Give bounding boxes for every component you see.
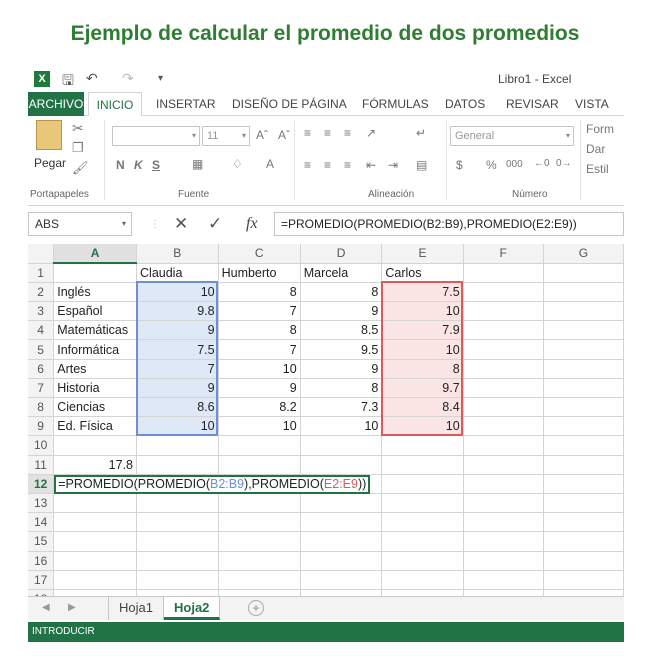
formula-bar-options-icon[interactable]: ⋮ bbox=[150, 219, 160, 230]
conditional-format-button[interactable]: Form bbox=[586, 122, 614, 136]
row-header[interactable]: 5 bbox=[28, 340, 54, 359]
tab-revisar[interactable]: REVISAR bbox=[506, 97, 559, 111]
table-row bbox=[28, 282, 624, 301]
italic-button[interactable]: K bbox=[134, 158, 143, 172]
cell-e7[interactable]: 9.7 bbox=[382, 378, 463, 397]
cell-d11[interactable] bbox=[300, 455, 382, 474]
cell-f17[interactable] bbox=[463, 570, 543, 589]
wrap-text-icon[interactable]: ↵ bbox=[416, 126, 427, 140]
align-bottom-icon[interactable]: ≡ bbox=[344, 126, 352, 140]
cell-b10[interactable] bbox=[137, 436, 219, 455]
formula-text: )) bbox=[357, 476, 367, 491]
row-header[interactable]: 2 bbox=[28, 282, 54, 301]
cell-styles-button[interactable]: Estil bbox=[586, 162, 609, 176]
cell-a11[interactable]: 17.8 bbox=[54, 455, 137, 474]
cell-f13[interactable] bbox=[463, 493, 543, 512]
cell-b9[interactable]: 10 bbox=[137, 417, 219, 436]
cell-b7[interactable]: 9 bbox=[137, 378, 219, 397]
row-header[interactable]: 4 bbox=[28, 321, 54, 340]
row-header[interactable]: 14 bbox=[28, 513, 54, 532]
cell-c16[interactable] bbox=[218, 551, 300, 570]
ribbon-separator bbox=[446, 120, 447, 200]
underline-button[interactable]: S bbox=[152, 158, 161, 172]
align-top-icon[interactable]: ≡ bbox=[304, 126, 312, 140]
cell-f1[interactable] bbox=[463, 263, 543, 282]
cell-g15[interactable] bbox=[543, 532, 623, 551]
row-header[interactable]: 12 bbox=[28, 474, 54, 493]
cell-f16[interactable] bbox=[463, 551, 543, 570]
table-row bbox=[28, 340, 624, 359]
group-label-numero: Número bbox=[512, 189, 548, 200]
cell-d10[interactable] bbox=[300, 436, 382, 455]
cell-a14[interactable] bbox=[54, 513, 137, 532]
cell-a16[interactable] bbox=[54, 551, 137, 570]
number-format-combo[interactable]: General ▾ bbox=[450, 126, 574, 146]
font-name-combo[interactable]: ▾ bbox=[112, 126, 200, 146]
cell-f3[interactable] bbox=[463, 302, 543, 321]
cell-c1[interactable]: Humberto bbox=[218, 263, 300, 282]
format-painter-icon[interactable]: 🖌 bbox=[72, 160, 89, 175]
cell-a10[interactable] bbox=[54, 436, 137, 455]
table-row bbox=[28, 474, 624, 493]
column-header-g[interactable]: G bbox=[543, 244, 623, 263]
cell-c5[interactable]: 7 bbox=[218, 340, 300, 359]
shrink-font-icon[interactable]: Aˇ bbox=[278, 128, 290, 142]
cell-c10[interactable] bbox=[218, 436, 300, 455]
borders-icon[interactable]: ▦ bbox=[192, 157, 204, 171]
cell-d8[interactable]: 7.3 bbox=[300, 398, 382, 417]
cell-f12[interactable] bbox=[463, 474, 543, 493]
prev-sheet-icon[interactable]: ◀ bbox=[42, 602, 50, 613]
row-header[interactable]: 3 bbox=[28, 302, 54, 321]
merge-center-icon[interactable]: ▤ bbox=[416, 158, 428, 172]
cell-e2[interactable]: 7.5 bbox=[382, 282, 463, 301]
cell-d16[interactable] bbox=[300, 551, 382, 570]
cell-c6[interactable]: 10 bbox=[218, 359, 300, 378]
cell-e12[interactable] bbox=[382, 474, 463, 493]
cell-g3[interactable] bbox=[543, 302, 623, 321]
enter-icon[interactable]: ✓ bbox=[208, 214, 223, 233]
align-center-icon[interactable]: ≡ bbox=[324, 158, 332, 172]
cell-g1[interactable] bbox=[543, 263, 623, 282]
cell-d17[interactable] bbox=[300, 570, 382, 589]
cell-c13[interactable] bbox=[218, 493, 300, 512]
cell-c17[interactable] bbox=[218, 570, 300, 589]
cell-g13[interactable] bbox=[543, 493, 623, 512]
cell-a9[interactable]: Ed. Física bbox=[54, 417, 137, 436]
cell-d6[interactable]: 9 bbox=[300, 359, 382, 378]
cell-d13[interactable] bbox=[300, 493, 382, 512]
formula-text: ),PROMEDIO( bbox=[244, 476, 324, 491]
cell-e8[interactable]: 8.4 bbox=[382, 398, 463, 417]
tab-archivo[interactable]: ARCHIVO bbox=[28, 92, 84, 116]
cell-e15[interactable] bbox=[382, 532, 463, 551]
cell-g10[interactable] bbox=[543, 436, 623, 455]
table-row bbox=[28, 570, 624, 589]
sheet-tab-hoja2[interactable]: Hoja2 bbox=[164, 597, 220, 620]
cell-b13[interactable] bbox=[137, 493, 219, 512]
comma-style-icon[interactable]: 000 bbox=[506, 159, 523, 170]
cell-d5[interactable]: 9.5 bbox=[300, 340, 382, 359]
table-row bbox=[28, 359, 624, 378]
cell-c7[interactable]: 9 bbox=[218, 378, 300, 397]
cell-a15[interactable] bbox=[54, 532, 137, 551]
worksheet-grid[interactable] bbox=[28, 244, 624, 594]
cell-c2[interactable]: 8 bbox=[218, 282, 300, 301]
formula-range-reference: E2:E9 bbox=[323, 476, 358, 491]
row-header[interactable]: 1 bbox=[28, 263, 54, 282]
cell-g5[interactable] bbox=[543, 340, 623, 359]
cell-e1[interactable]: Carlos bbox=[382, 263, 463, 282]
orientation-icon[interactable]: ↗ bbox=[366, 126, 377, 140]
cell-f9[interactable] bbox=[463, 417, 543, 436]
ribbon-home bbox=[28, 116, 624, 206]
bold-button[interactable]: N bbox=[116, 158, 125, 172]
cell-f15[interactable] bbox=[463, 532, 543, 551]
window-title: Libro1 - Excel bbox=[498, 72, 572, 86]
ribbon-separator bbox=[580, 120, 581, 200]
cell-d15[interactable] bbox=[300, 532, 382, 551]
cell-b11[interactable] bbox=[137, 455, 219, 474]
increase-indent-icon[interactable]: ⇥ bbox=[388, 158, 399, 172]
cell-d2[interactable]: 8 bbox=[300, 282, 382, 301]
cell-e10[interactable] bbox=[382, 436, 463, 455]
cell-a12[interactable] bbox=[54, 474, 367, 493]
copy-icon[interactable]: ❐ bbox=[72, 140, 84, 155]
paste-button-label[interactable]: Pegar bbox=[34, 156, 67, 170]
cell-e17[interactable] bbox=[382, 570, 463, 589]
cell-e4[interactable]: 7.9 bbox=[382, 321, 463, 340]
row-header[interactable]: 13 bbox=[28, 493, 54, 512]
cell-f8[interactable] bbox=[463, 398, 543, 417]
row-header[interactable]: 16 bbox=[28, 551, 54, 570]
column-header-e[interactable]: E bbox=[382, 244, 463, 263]
status-bar: INTRODUCIR bbox=[28, 622, 624, 642]
table-row bbox=[28, 321, 624, 340]
cell-f4[interactable] bbox=[463, 321, 543, 340]
percent-icon[interactable]: % bbox=[486, 158, 497, 172]
paste-icon[interactable] bbox=[36, 120, 62, 150]
cell-b3[interactable]: 9.8 bbox=[137, 302, 219, 321]
cell-f7[interactable] bbox=[463, 378, 543, 397]
cell-b4[interactable]: 9 bbox=[137, 321, 219, 340]
cell-c9[interactable]: 10 bbox=[218, 417, 300, 436]
cell-d3[interactable]: 9 bbox=[300, 302, 382, 321]
cell-g7[interactable] bbox=[543, 378, 623, 397]
cell-f2[interactable] bbox=[463, 282, 543, 301]
cell-c8[interactable]: 8.2 bbox=[218, 398, 300, 417]
cell-g17[interactable] bbox=[543, 570, 623, 589]
increase-decimal-icon[interactable]: ←0 bbox=[534, 158, 550, 169]
cell-b1[interactable]: Claudia bbox=[137, 263, 219, 282]
cell-b2[interactable]: 10 bbox=[137, 282, 219, 301]
page-banner-title: Ejemplo de calcular el promedio de dos promedios bbox=[70, 22, 580, 45]
cell-c14[interactable] bbox=[218, 513, 300, 532]
table-row bbox=[28, 263, 624, 282]
row-header[interactable]: 15 bbox=[28, 532, 54, 551]
cell-a1[interactable] bbox=[54, 263, 137, 282]
row-header[interactable]: 8 bbox=[28, 398, 54, 417]
decrease-indent-icon[interactable]: ⇤ bbox=[366, 158, 377, 172]
cell-e6[interactable]: 8 bbox=[382, 359, 463, 378]
table-row bbox=[28, 455, 624, 474]
cell-e11[interactable] bbox=[382, 455, 463, 474]
row-header[interactable]: 10 bbox=[28, 436, 54, 455]
table-row bbox=[28, 417, 624, 436]
cut-icon[interactable]: ✂ bbox=[72, 120, 84, 136]
currency-icon[interactable]: $ bbox=[456, 158, 463, 172]
align-middle-icon[interactable]: ≡ bbox=[324, 126, 332, 140]
cell-g8[interactable] bbox=[543, 398, 623, 417]
column-header-c[interactable]: C bbox=[218, 244, 300, 263]
table-row bbox=[28, 493, 624, 512]
cell-c3[interactable]: 7 bbox=[218, 302, 300, 321]
column-header-f[interactable]: F bbox=[463, 244, 543, 263]
sheet-tabs-bar bbox=[28, 596, 624, 620]
cell-d9[interactable]: 10 bbox=[300, 417, 382, 436]
cell-d1[interactable]: Marcela bbox=[300, 263, 382, 282]
row-header[interactable]: 9 bbox=[28, 417, 54, 436]
formula-text: =PROMEDIO(PROMEDIO( bbox=[58, 476, 210, 491]
cell-e13[interactable] bbox=[382, 493, 463, 512]
grow-font-icon[interactable]: Aˆ bbox=[256, 128, 268, 142]
column-header-a[interactable]: A bbox=[54, 244, 137, 263]
cell-b8[interactable]: 8.6 bbox=[137, 398, 219, 417]
cell-edit-input[interactable] bbox=[54, 475, 370, 494]
cell-f6[interactable] bbox=[463, 359, 543, 378]
cell-g2[interactable] bbox=[543, 282, 623, 301]
ribbon-separator bbox=[294, 120, 295, 200]
formula-range-reference: B2:B9 bbox=[209, 476, 245, 491]
table-row bbox=[28, 302, 624, 321]
cell-b5[interactable]: 7.5 bbox=[137, 340, 219, 359]
title-bar bbox=[28, 66, 624, 92]
add-sheet-icon[interactable]: + bbox=[248, 600, 264, 616]
font-size-combo[interactable]: 11 ▾ bbox=[202, 126, 250, 146]
table-row bbox=[28, 513, 624, 532]
group-label-alineacion: Alineación bbox=[368, 189, 415, 200]
cell-b6[interactable]: 7 bbox=[137, 359, 219, 378]
cell-e16[interactable] bbox=[382, 551, 463, 570]
table-row bbox=[28, 532, 624, 551]
decrease-decimal-icon[interactable]: 0→ bbox=[556, 158, 572, 169]
cell-e14[interactable] bbox=[382, 513, 463, 532]
cell-a7[interactable]: Historia bbox=[54, 378, 137, 397]
cell-d4[interactable]: 8.5 bbox=[300, 321, 382, 340]
cell-g11[interactable] bbox=[543, 455, 623, 474]
table-row bbox=[28, 551, 624, 570]
cell-a2[interactable]: Inglés bbox=[54, 282, 137, 301]
save-icon[interactable]: 🖫 bbox=[62, 72, 74, 88]
ribbon-tabs bbox=[28, 92, 624, 116]
cell-b16[interactable] bbox=[137, 551, 219, 570]
cell-f14[interactable] bbox=[463, 513, 543, 532]
select-all-corner[interactable] bbox=[28, 244, 54, 263]
align-right-icon[interactable]: ≡ bbox=[344, 158, 352, 172]
cell-g9[interactable] bbox=[543, 417, 623, 436]
excel-window bbox=[28, 66, 624, 642]
font-color-icon[interactable]: A bbox=[266, 157, 275, 171]
cell-f10[interactable] bbox=[463, 436, 543, 455]
cell-f11[interactable] bbox=[463, 455, 543, 474]
insert-function-icon[interactable]: fx bbox=[246, 215, 258, 232]
cell-c15[interactable] bbox=[218, 532, 300, 551]
formula-input[interactable]: =PROMEDIO(PROMEDIO(B2:B9),PROMEDIO(E2:E9)) bbox=[274, 212, 624, 236]
cell-a3[interactable]: Español bbox=[54, 302, 137, 321]
column-header-b[interactable]: B bbox=[137, 244, 219, 263]
group-label-fuente: Fuente bbox=[178, 189, 210, 200]
undo-icon[interactable]: ↶ bbox=[86, 70, 98, 86]
align-left-icon[interactable]: ≡ bbox=[304, 158, 312, 172]
customize-toolbar-icon[interactable]: ▾ bbox=[158, 73, 164, 84]
group-label-portapapeles: Portapapeles bbox=[30, 189, 89, 200]
tab-diseno-pagina[interactable]: DISEÑO DE PÁGINA bbox=[232, 97, 347, 111]
cancel-icon[interactable]: ✕ bbox=[174, 214, 189, 233]
cell-table[interactable] bbox=[28, 244, 624, 609]
cell-a8[interactable]: Ciencias bbox=[54, 398, 137, 417]
cell-d7[interactable]: 8 bbox=[300, 378, 382, 397]
cell-g4[interactable] bbox=[543, 321, 623, 340]
name-box[interactable]: ABS ▾ bbox=[28, 212, 132, 236]
cell-a17[interactable] bbox=[54, 570, 137, 589]
cell-b14[interactable] bbox=[137, 513, 219, 532]
table-row bbox=[28, 378, 624, 397]
row-header[interactable]: 7 bbox=[28, 378, 54, 397]
cell-e5[interactable]: 10 bbox=[382, 340, 463, 359]
cell-g12[interactable] bbox=[543, 474, 623, 493]
tab-vista[interactable]: VISTA bbox=[575, 97, 609, 111]
cell-c4[interactable]: 8 bbox=[218, 321, 300, 340]
formula-bar bbox=[28, 212, 624, 240]
column-header-d[interactable]: D bbox=[300, 244, 382, 263]
cell-b17[interactable] bbox=[137, 570, 219, 589]
cell-a13[interactable] bbox=[54, 493, 137, 512]
cell-d14[interactable] bbox=[300, 513, 382, 532]
row-header[interactable]: 17 bbox=[28, 570, 54, 589]
cell-g16[interactable] bbox=[543, 551, 623, 570]
format-as-table-button[interactable]: Dar bbox=[586, 142, 606, 156]
ribbon-separator bbox=[104, 120, 105, 200]
row-header[interactable]: 6 bbox=[28, 359, 54, 378]
tab-insertar[interactable]: INSERTAR bbox=[156, 97, 216, 111]
redo-icon[interactable]: ↷ bbox=[122, 70, 134, 86]
cell-e3[interactable]: 10 bbox=[382, 302, 463, 321]
excel-logo-icon: X bbox=[34, 71, 50, 87]
tab-datos[interactable]: DATOS bbox=[445, 97, 486, 111]
tab-formulas[interactable]: FÓRMULAS bbox=[362, 97, 429, 111]
table-row bbox=[28, 398, 624, 417]
cell-a4[interactable]: Matemáticas bbox=[54, 321, 137, 340]
fill-color-icon[interactable]: ♢ bbox=[232, 157, 243, 171]
cell-a6[interactable]: Artes bbox=[54, 359, 137, 378]
cell-g6[interactable] bbox=[543, 359, 623, 378]
cell-b15[interactable] bbox=[137, 532, 219, 551]
cell-g14[interactable] bbox=[543, 513, 623, 532]
cell-c11[interactable] bbox=[218, 455, 300, 474]
tab-inicio[interactable]: INICIO bbox=[88, 92, 142, 117]
next-sheet-icon[interactable]: ▶ bbox=[68, 602, 76, 613]
table-row bbox=[28, 436, 624, 455]
cell-f5[interactable] bbox=[463, 340, 543, 359]
row-header[interactable]: 11 bbox=[28, 455, 54, 474]
sheet-tab-hoja1[interactable]: Hoja1 bbox=[108, 597, 164, 620]
cell-a5[interactable]: Informática bbox=[54, 340, 137, 359]
cell-e9[interactable]: 10 bbox=[382, 417, 463, 436]
